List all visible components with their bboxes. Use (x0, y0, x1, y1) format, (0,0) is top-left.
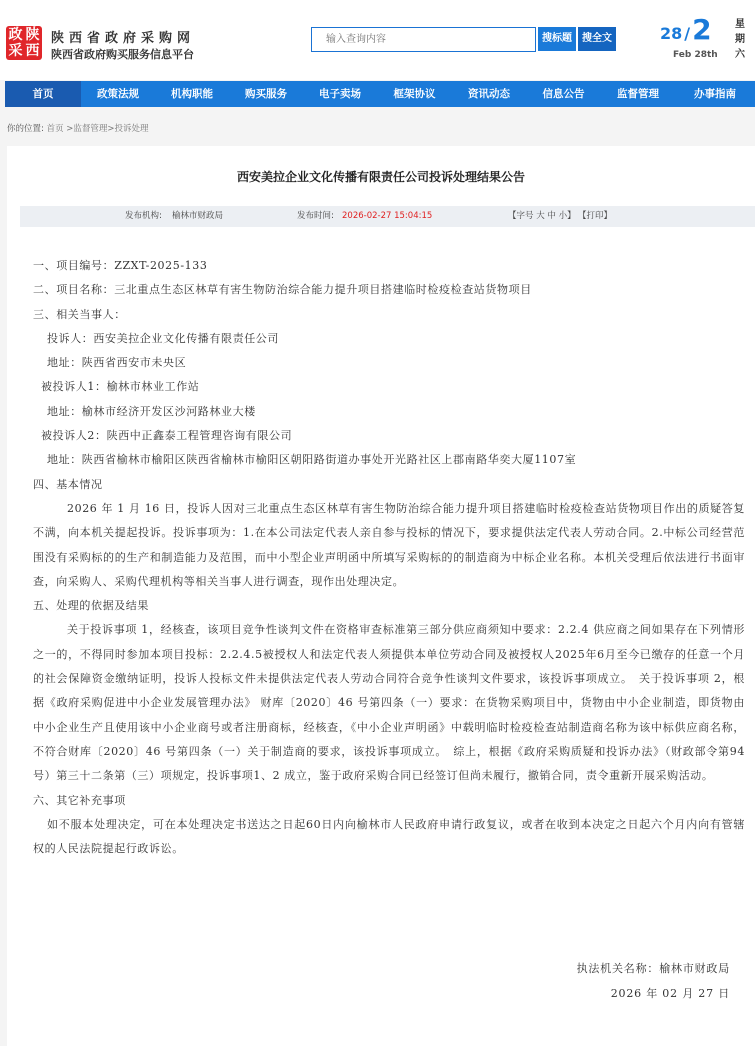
site-header (0, 0, 755, 80)
nav-item-framework[interactable]: 框架协议 (393, 88, 436, 100)
parties-heading: 三、相关当事人： (33, 307, 126, 321)
result-heading: 五、处理的依据及结果 (33, 599, 149, 613)
search-input[interactable] (326, 28, 535, 51)
site-name: 陕西省政府采购网 (51, 31, 196, 46)
basic-paragraph: 2026 年 1 月 16 日，投诉人因对三北重点生态区林草有害生物防治综合能力提升项目搭建临时检疫检查站货物项目作出的质疑答复不满，向本机关提起投诉。投诉事项为：1.在本公司法定代表人亲自参与投标的情况下，要求提供法定代表人劳动合同。2.中标公司经营范围没有采购标的的生产和制造能力及范围，而中小型企业声明函中所填写采购标的的制造商为中标企业名称。本机关受理后依法进行书面审查，向采购人、采购代理机构等相关当事人进行调查，现作出处理决定。 (33, 501, 745, 588)
breadcrumb (7, 122, 149, 134)
logo-char: 西 (25, 43, 40, 59)
weekday-char: 六 (735, 49, 745, 60)
date-english: Feb 28th (673, 50, 718, 60)
project-name: 二、项目名称：三北重点生态区林草有害生物防治综合能力提升项目搭建临时检疫检查站货物项目 (33, 283, 532, 297)
main-nav (5, 81, 755, 107)
time-label: 发布时间: (297, 211, 334, 221)
basic-heading: 四、基本情况 (33, 477, 103, 491)
nav-item-home[interactable]: 首页 (5, 81, 81, 107)
font-size-control[interactable]: 【字号 大 中 小】 (508, 211, 576, 221)
site-subtitle: 陕西省政府购买服务信息平台 (51, 48, 194, 61)
complainant-address: 地址：陕西省西安市未央区 (47, 356, 187, 370)
nav-item-announcements[interactable]: 信息公告 (542, 88, 585, 100)
article-title: 西安美拉企业文化传播有限责任公司投诉处理结果公告 (236, 170, 525, 184)
nav-item-guide[interactable]: 办事指南 (694, 88, 736, 100)
date-separator: / (684, 24, 691, 43)
other-heading: 六、其它补充事项 (33, 793, 126, 807)
nav-item-purchase-services[interactable]: 购买服务 (245, 88, 287, 100)
breadcrumb-supervision[interactable]: >监督管理 (66, 124, 108, 134)
respondent-2: 被投诉人2：陕西中正鑫泰工程管理咨询有限公司 (41, 429, 293, 443)
complainant: 投诉人：西安美拉企业文化传播有限责任公司 (47, 331, 279, 345)
search-fulltext-button[interactable]: 搜全文 (578, 27, 616, 51)
date-month: 2 (692, 13, 712, 46)
search-title-button[interactable]: 搜标题 (538, 27, 576, 51)
breadcrumb-complaint[interactable]: >投诉处理 (107, 124, 149, 134)
nav-item-institutions[interactable]: 机构职能 (171, 88, 213, 100)
nav-item-e-mall[interactable]: 电子卖场 (319, 88, 361, 100)
nav-item-news[interactable]: 资讯动态 (468, 88, 510, 100)
date-day: 28 (660, 24, 683, 43)
print-button[interactable]: 【打印】 (578, 211, 613, 221)
project-number: 一、项目编号：ZZXT-2025-133 (33, 259, 208, 272)
respondent-2-address: 地址：陕西省榆林市榆阳区陕西省榆林市榆阳区朝阳路街道办事处开光路社区上郡南路华奕大厦1107室 (47, 453, 577, 467)
respondent-1: 被投诉人1：榆林市林业工作站 (41, 380, 200, 394)
respondent-1-address: 地址：榆林市经济开发区沙河路林业大楼 (47, 404, 256, 418)
article-meta-bar (20, 206, 755, 227)
nav-item-policy[interactable]: 政策法规 (97, 88, 139, 100)
nav-item-supervision[interactable]: 监督管理 (617, 88, 659, 100)
site-logo[interactable] (6, 26, 42, 60)
date-display (660, 13, 712, 46)
search-field[interactable] (311, 27, 536, 52)
publisher-value: 榆林市财政局 (172, 211, 224, 221)
weekday-char: 星 (735, 19, 745, 30)
logo-char: 采 (8, 43, 23, 59)
weekday-char: 期 (735, 34, 745, 45)
other-paragraph: 如不服本处理决定，可在本处理决定书送达之日起60日内向榆林市人民政府申请行政复议，或者在收到本决定之日起六个月内向有管辖权的人民法院提起行政诉讼。 (33, 817, 745, 856)
article-container (7, 146, 755, 1046)
breadcrumb-home[interactable]: 首页 (46, 124, 64, 134)
logo-char: 政 (8, 27, 23, 43)
result-paragraph: 关于投诉事项 1，经核查，该项目竞争性谈判文件在资格审查标准第三部分供应商须知中要求：2.2.4 供应商之间如果存在下列情形之一的，不得同时参加本项目投标：2.2.4.5被授权人和法定代表人须提供本单位劳动合同及被授权人2025年6月至今已缴存的任意一个月的社会保障资金缴纳证明，投诉人投标文件未提供法定代表人劳动合同符合竞争性谈判文件要求，该投诉事项成立。 关于投诉事项 2，根据《政府采购促进中小企业发展管理办法》 财库〔2020〕46 号第四条（一）要求：在货物采购项目中，货物由中小企业制造，即货物由中小企业生产且使用该中小企业商号或者注册商标，经核查，《中小企业声明函》中载明临时检疫检查站制造商名称为该中标供应商名称，不符合财库〔2020〕46 号第四条（一）关于制造商的要求，该投诉事项成立。 综上，根据《政府采购质疑和投诉办法》（财政部令第94号）第三十二条第（三）项规定，投诉事项1、2 成立，鉴于政府采购合同已经签订但尚未履行，撤销合同，责令重新开展采购活动。 (33, 623, 745, 783)
article-body (33, 254, 745, 861)
logo-char: 陕 (25, 27, 40, 43)
signature-authority: 执法机关名称：榆林市财政局 (576, 962, 730, 975)
time-value: 2026-02-27 15:04:15 (342, 211, 433, 221)
publisher-label: 发布机构: (125, 211, 162, 221)
weekday (735, 17, 747, 62)
signature-date: 2026 年 02 月 27 日 (610, 987, 730, 1000)
breadcrumb-prefix: 你的位置: (7, 124, 44, 134)
